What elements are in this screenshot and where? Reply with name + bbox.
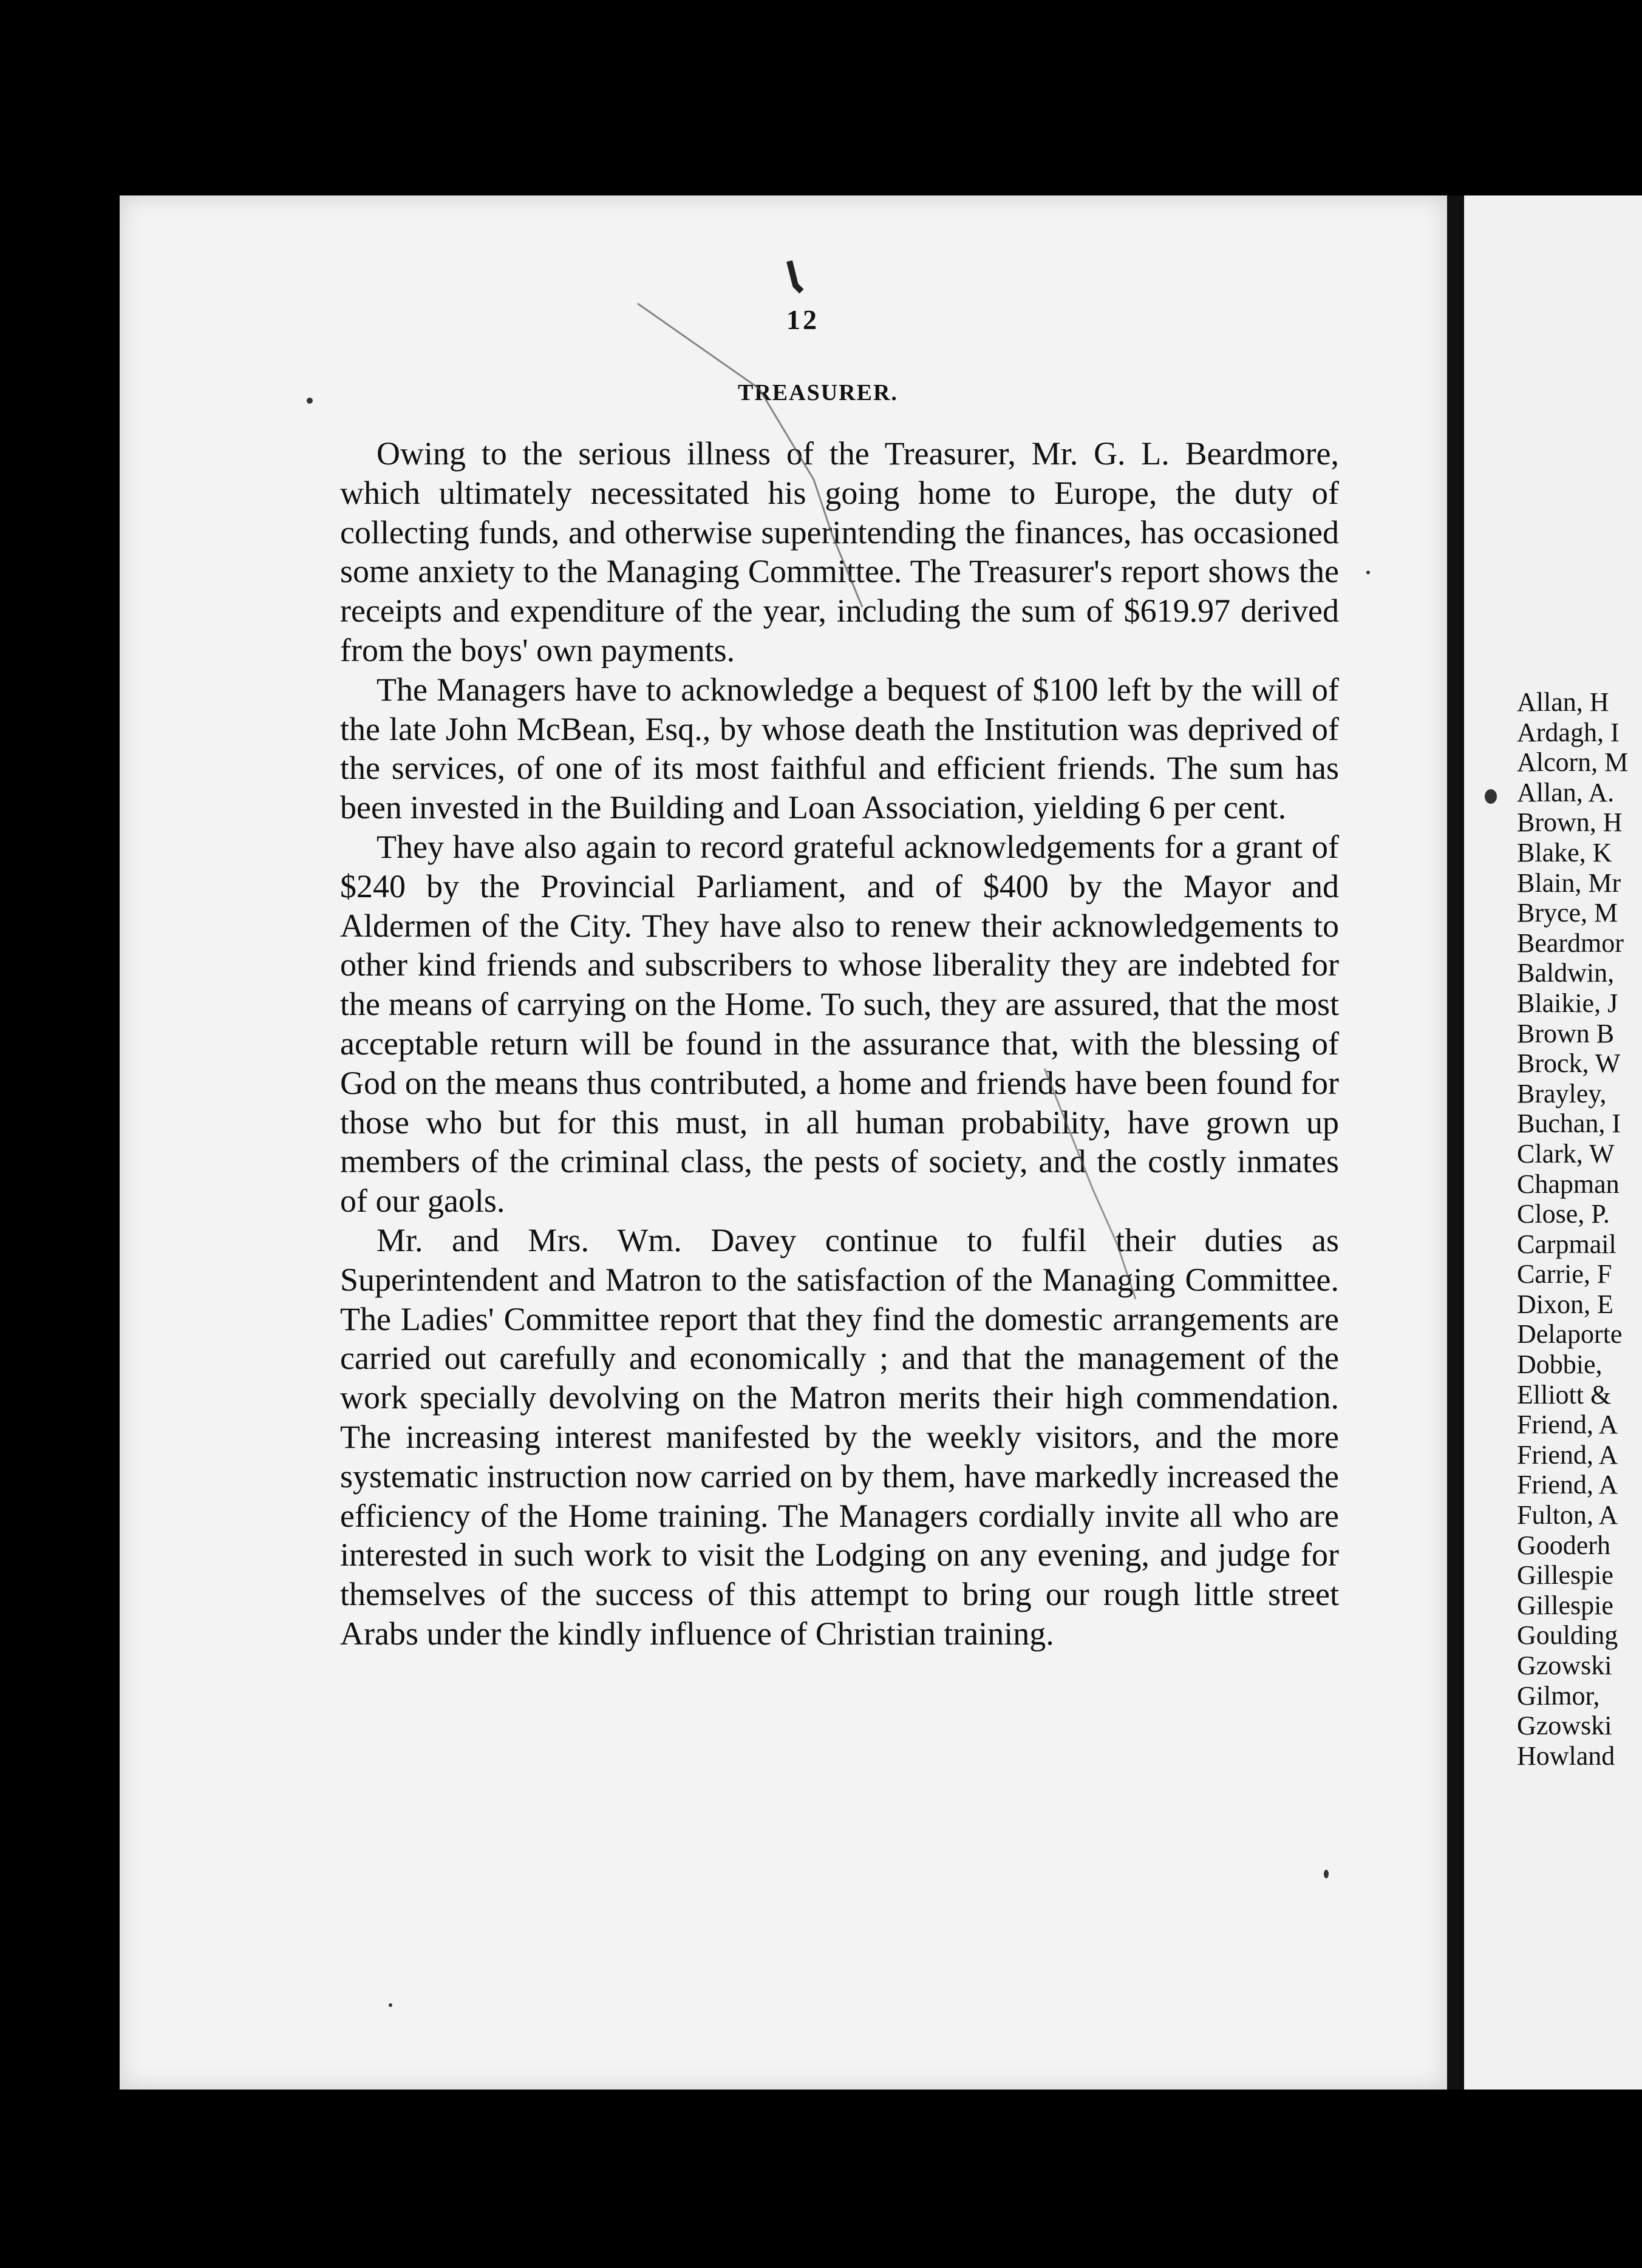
paragraph-superintendent: Mr. and Mrs. Wm. Davey continue to fulfil their duties as Superintendent and Matron to the satisfaction of the Managing Committee. The Ladies' Committee report that they find the domestic arrangements are carried out carefully and economically ; and that the management of the work specially devolving on the Matron merits their high commendation. The increasing interest manifested by the weekly visitors, and the more systematic instruction now carried on by them, have markedly increased the efficiency of the Home training. The Managers cordially invite all who are interested in such work to visit the Lodging on any evening, and judge for themselves of the success of this attempt to bring our rough little street Arabs under the kindly influence of Christian training.	[340, 1221, 1339, 1652]
name-entry: Brown B	[1517, 1018, 1615, 1048]
facing-page-name-list	[1517, 687, 1628, 1771]
paragraph-bequest: The Managers have to acknowledge a bequest of $100 left by the will of the late John McBean, Esq., by whose death the Institution was deprived of the services, of one of its most faithful and efficient friends. The sum has been invested in the Building and Loan Association, yielding 6 per cent.	[340, 671, 1339, 826]
body-text	[340, 434, 1339, 1654]
paper-speck	[389, 2003, 392, 2007]
name-entry: Gillespie	[1517, 1560, 1613, 1591]
name-entry: Gzowski	[1517, 1711, 1612, 1741]
name-entry: Goulding	[1517, 1620, 1618, 1651]
name-entry: Chapman	[1517, 1169, 1620, 1199]
name-entry: Friend, A	[1517, 1470, 1618, 1500]
paragraph-treasurer-illness: Owing to the serious illness of the Treasurer, Mr. G. L. Beardmore, which ultimately necessitated his going home to Europe, the duty of collecting funds, and otherwise superintending the finances, has occasioned some anxiety to the Managing Committee. The Treasurer's report shows the receipts and expenditure of the year, including the sum of $619.97 derived from the boys' own payments.	[340, 435, 1339, 668]
page-number: 12	[786, 304, 819, 335]
name-entry: Blain, Mr	[1517, 867, 1621, 898]
section-heading: TREASURER.	[738, 380, 898, 406]
name-entry: Carpmail	[1517, 1229, 1616, 1259]
paragraph-grants: They have also again to record grateful acknowledgements for a grant of $240 by the Provincial Parliament, and of $400 by the Mayor and Aldermen of the City. They have also to renew their acknowledgements to other kind friends and subscribers to whose liberality they are indebted for the means of carrying on the Home. To such, they are assured, that the most acceptable return will be found in the assurance that, with the blessing of God on the means thus contributed, a home and friends have been found for those who but for this must, in all human probability, have grown up members of the criminal class, the pests of society, and the costly inmates of our gaols.	[340, 828, 1339, 1220]
name-entry: Beardmor	[1517, 928, 1624, 958]
page-gutter	[1447, 195, 1464, 2090]
name-entry: Brown, H	[1517, 807, 1623, 838]
name-entry: Howland	[1517, 1740, 1615, 1771]
name-entry: Close, P.	[1517, 1199, 1610, 1229]
name-entry: Gilmor,	[1517, 1680, 1600, 1711]
name-entry: Gzowski	[1517, 1651, 1612, 1680]
paper-speck	[1324, 1870, 1329, 1878]
name-entry: Gooderh	[1517, 1530, 1610, 1560]
name-entry: Delaporte	[1517, 1319, 1623, 1350]
paper-speck	[1366, 571, 1370, 574]
paper-speck	[1485, 789, 1497, 804]
name-entry: Dobbie,	[1517, 1350, 1603, 1380]
name-entry: Friend, A	[1517, 1410, 1618, 1440]
paper-speck	[307, 398, 313, 404]
name-entry: Carrie, F	[1517, 1259, 1612, 1289]
name-entry: Buchan, I	[1517, 1109, 1621, 1139]
name-entry: Brayley,	[1517, 1078, 1607, 1109]
name-entry: Blaikie, J	[1517, 988, 1618, 1018]
name-entry: Ardagh, I	[1517, 717, 1620, 747]
name-entry: Gillespie	[1517, 1590, 1613, 1620]
name-entry: Allan, A.	[1517, 777, 1615, 807]
name-entry: Baldwin,	[1517, 958, 1615, 988]
name-entry: Allan, H	[1517, 687, 1609, 717]
name-entry: Alcorn, M	[1517, 747, 1629, 778]
name-entry: Brock, W	[1517, 1048, 1621, 1079]
name-entry: Bryce, M	[1517, 898, 1618, 928]
name-entry: Blake, K	[1517, 837, 1612, 867]
name-entry: Friend, A	[1517, 1439, 1618, 1470]
name-entry: Clark, W	[1517, 1138, 1615, 1169]
name-entry: Dixon, E	[1517, 1289, 1613, 1319]
name-entry: Elliott &	[1517, 1379, 1612, 1410]
name-entry: Fulton, A	[1517, 1500, 1618, 1530]
